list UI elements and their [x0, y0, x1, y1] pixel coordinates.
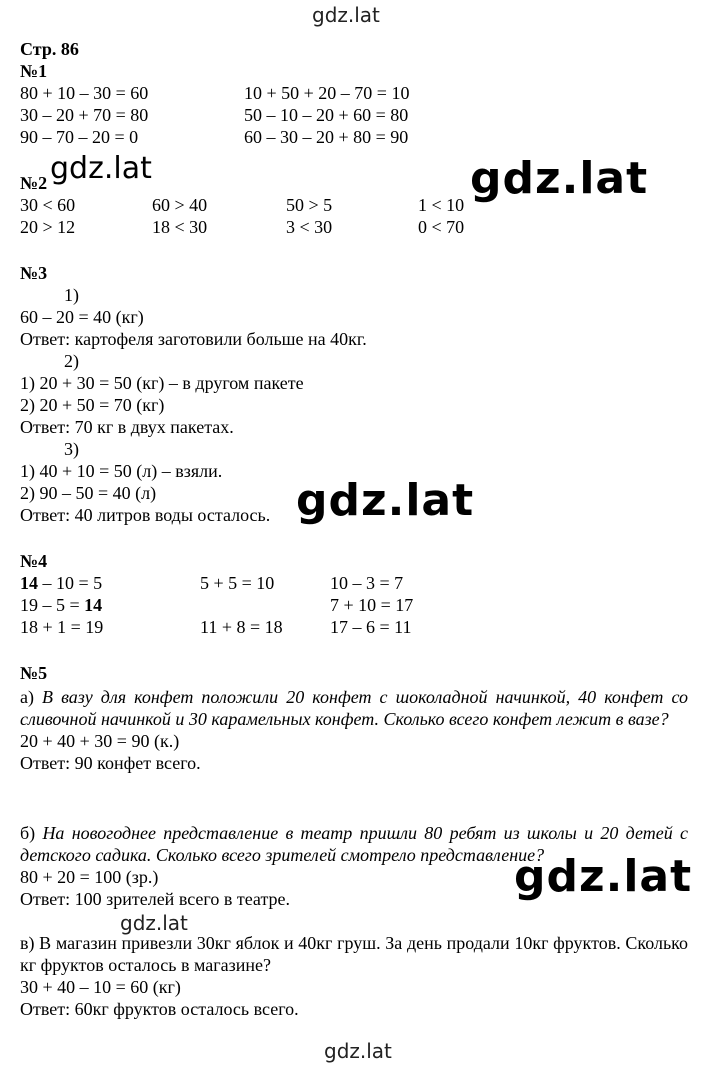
part-label: 3): [64, 439, 79, 459]
exercise-2-cell: 0 < 70: [418, 217, 465, 237]
exercise-2-heading: №2: [20, 173, 48, 193]
task-b-answer: Ответ: 100 зрителей всего в театре.: [20, 889, 291, 909]
watermark-top: gdz.lat: [312, 3, 380, 27]
task-a-text: В вазу для конфет положили 20 конфет с шоколадной начинкой, 40 конфет со сливочной начинкой и 30 карамельных конфет. Сколько всего конфет лежит в вазе?: [20, 687, 688, 729]
exercise-2-cell: 60 > 40: [152, 195, 208, 215]
task-c: [20, 932, 688, 1020]
exercise-2-cell: 20 > 12: [20, 217, 76, 237]
exercise-1-right-line: 10 + 50 + 20 – 70 = 10: [244, 83, 410, 103]
watermark-large: gdz.lat: [296, 475, 475, 526]
exercise-4-cell: 17 – 6 = 11: [330, 617, 412, 637]
exercise-1-right-line: 60 – 30 – 20 + 80 = 90: [244, 127, 409, 147]
watermark-small: gdz.lat: [120, 911, 188, 935]
exercise-2-cell: 1 < 10: [418, 195, 465, 215]
solution-line: 2) 20 + 50 = 70 (кг): [20, 395, 165, 415]
watermark-bottom: gdz.lat: [324, 1039, 392, 1063]
exercise-4-cell: 11 + 8 = 18: [200, 617, 283, 637]
exercise-1-left-line: 80 + 10 – 30 = 60: [20, 83, 149, 103]
watermark-n2: gdz.lat: [50, 151, 152, 186]
task-a-label: а): [20, 687, 43, 707]
exercise-4-cell: 7 + 10 = 17: [330, 595, 414, 615]
solution-line: 1) 40 + 10 = 50 (л) – взяли.: [20, 461, 223, 481]
answer-line: Ответ: картофеля заготовили больше на 40кг.: [20, 329, 367, 349]
bold-number: 14: [84, 595, 103, 615]
solution-line: 1) 20 + 30 = 50 (кг) – в другом пакете: [20, 373, 304, 393]
solution-line: 2) 90 – 50 = 40 (л): [20, 483, 157, 503]
part-label: 1): [64, 285, 79, 305]
expression-rest: – 10 = 5: [38, 573, 103, 593]
task-c-solution: 30 + 40 – 10 = 60 (кг): [20, 977, 181, 997]
page-title: Стр. 86: [20, 39, 79, 59]
exercise-1-right-line: 50 – 10 – 20 + 60 = 80: [244, 105, 409, 125]
bold-number: 14: [20, 573, 38, 593]
task-b-text: На новогоднее представление в театр пришли 80 ребят из школы и 20 детей с детского садика. Сколько всего зрителей смотрело представление?: [20, 823, 688, 865]
exercise-1-heading: №1: [20, 61, 48, 81]
watermark-large: gdz.lat: [470, 153, 649, 204]
exercise-4-cell: [20, 594, 102, 616]
exercise-4-heading: №4: [20, 551, 48, 571]
exercise-1-left-line: 90 – 70 – 20 = 0: [20, 127, 139, 147]
exercise-2-cell: 30 < 60: [20, 195, 76, 215]
exercise-2-cell: 50 > 5: [286, 195, 333, 215]
exercise-4-cell: 10 – 3 = 7: [330, 573, 404, 593]
solution-line: 60 – 20 = 40 (кг): [20, 307, 144, 327]
exercise-4-cell: [20, 572, 102, 594]
answer-line: Ответ: 70 кг в двух пакетах.: [20, 417, 234, 437]
answer-line: Ответ: 40 литров воды осталось.: [20, 505, 271, 525]
exercise-3-heading: №3: [20, 263, 48, 283]
task-b-solution: 80 + 20 = 100 (зр.): [20, 867, 159, 887]
watermark-large: gdz.lat: [514, 851, 693, 902]
exercise-4-cell: 18 + 1 = 19: [20, 617, 104, 637]
task-a-answer: Ответ: 90 конфет всего.: [20, 753, 201, 773]
task-c-text: в) В магазин привезли 30кг яблок и 40кг груш. За день продали 10кг фруктов. Сколько кг фруктов осталось в магазине?: [20, 933, 688, 975]
exercise-2-cell: 3 < 30: [286, 217, 333, 237]
expression-rest: 19 – 5 =: [20, 595, 85, 615]
task-b-label: б): [20, 823, 43, 843]
exercise-1-left-line: 30 – 20 + 70 = 80: [20, 105, 149, 125]
task-a-solution: 20 + 40 + 30 = 90 (к.): [20, 731, 180, 751]
task-c-answer: Ответ: 60кг фруктов осталось всего.: [20, 999, 299, 1019]
exercise-5-heading: №5: [20, 663, 48, 683]
exercise-4-cell: 5 + 5 = 10: [200, 573, 275, 593]
part-label: 2): [64, 351, 79, 371]
task-a: [20, 686, 688, 774]
exercise-2-cell: 18 < 30: [152, 217, 208, 237]
